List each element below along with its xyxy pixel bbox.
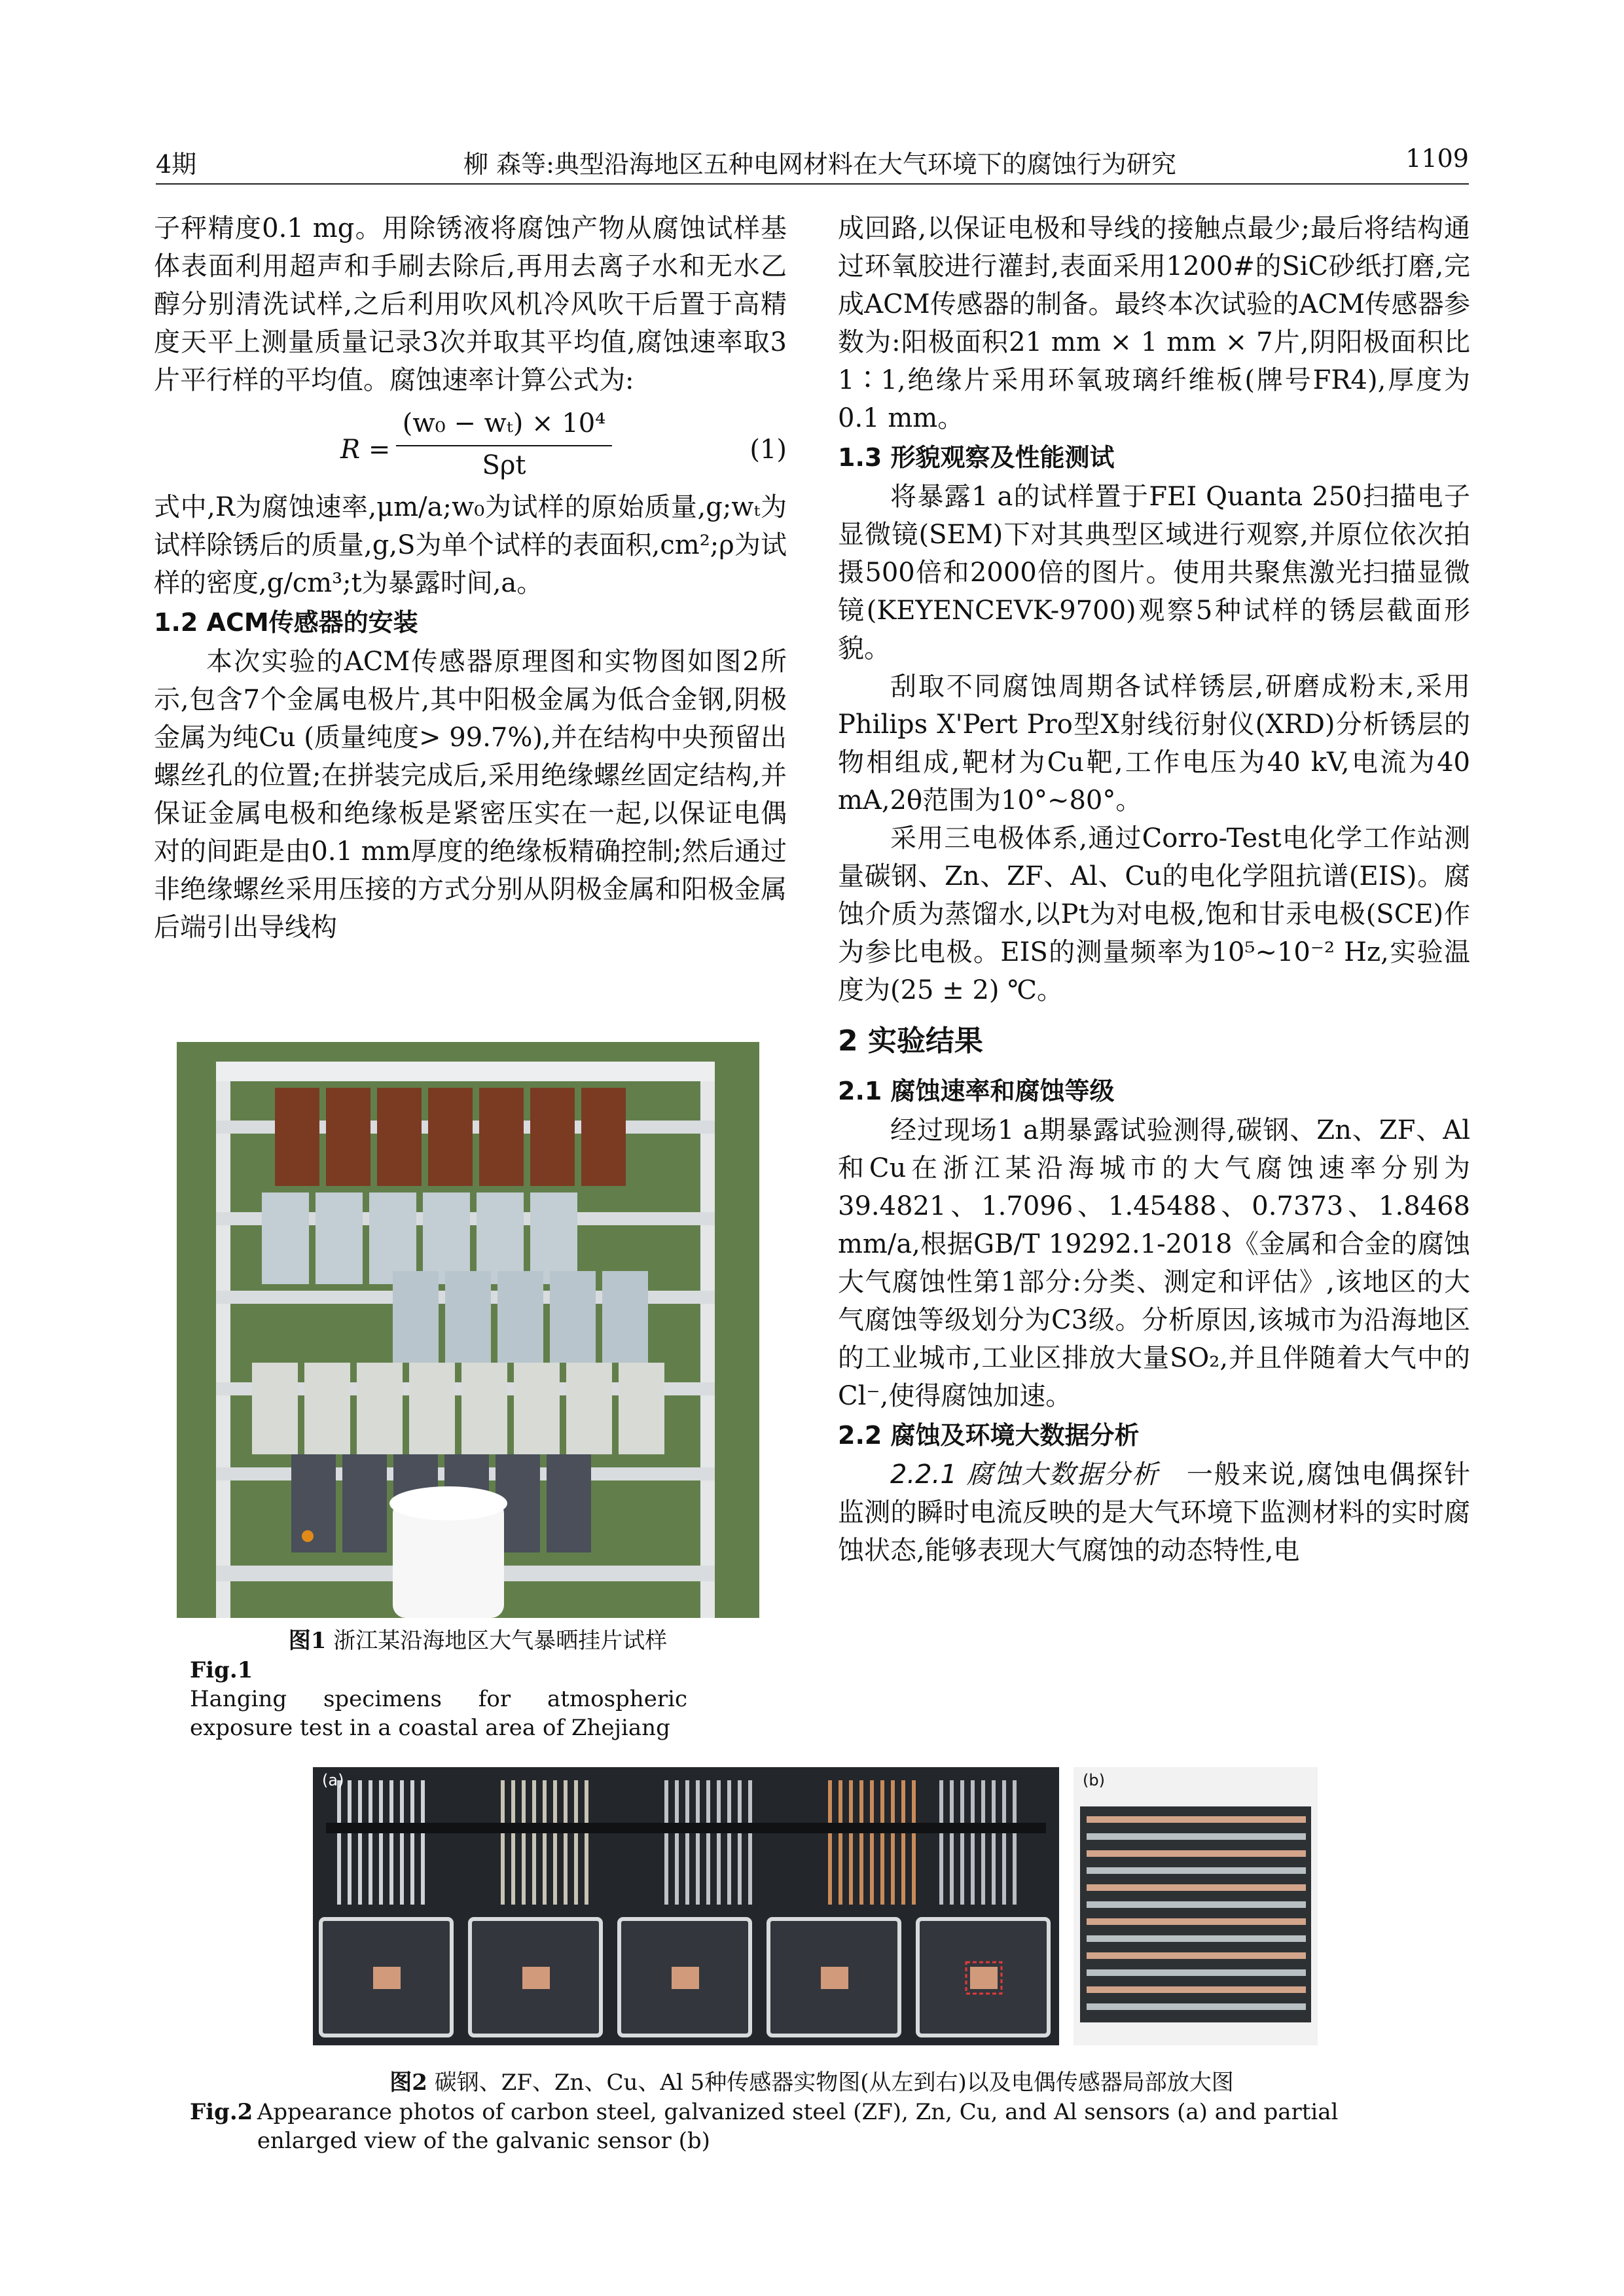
figure-2-caption-cn [281,2068,1342,2097]
running-header [156,139,1469,185]
caption-text: Appearance photos of carbon steel, galvanized steel (ZF), Zn, Cu, and Al sensors (a) and partial enlarged view of the galvanic sensor (b) [257,2099,1339,2154]
section-heading-1-3: 1.3 形貌观察及性能测试 [838,443,1115,472]
paragraph: 采用三电极体系,通过Corro-Test电化学工作站测量碳钢、Zn、ZF、Al、Cu的电化学阻抗谱(EIS)。腐蚀介质为蒸馏水,以Pt为对电极,饱和甘汞电极(SCE)作为参比电极。EIS的测量频率为10⁵~10⁻² Hz,实验温度为(25 ± 2) ℃。 [838,823,1470,1005]
figure-1-photo [177,1042,759,1618]
page-number: 1109 [1405,144,1469,173]
paragraph: 式中,R为腐蚀速率,μm/a;w₀为试样的原始质量,g;wₜ为试样除锈后的质量,g,S为单个试样的表面积,cm²;ρ为试样的密度,g/cm³;t为暴露时间,a。 [154,492,787,598]
section-heading-2: 2 实验结果 [838,1024,983,1058]
figure-1-caption-cn [249,1626,707,1655]
panel-label-b: (b) [1083,1771,1105,1789]
exposure-rack-illustration [177,1042,759,1618]
caption-label: Fig.2 [190,2099,253,2125]
right-column [838,209,1470,1570]
paragraph [838,1456,1470,1570]
caption-text: 浙江某沿海地区大气暴晒挂片试样 [333,1628,668,1654]
equation-fraction [396,404,612,484]
paragraph: 刮取不同腐蚀周期各试样锈层,研磨成粉末,采用Philips X'Pert Pro型X射线衍射仪(XRD)分析锈层的物相组成,靶材为Cu靶,工作电压为40 kV,电流为40 mA,2θ范围为10°~80°。 [838,672,1470,816]
paragraph: 成回路,以保证电极和导线的接触点最少;最后将结构通过环氧胶进行灌封,表面采用1200#的SiC砂纸打磨,完成ACM传感器的制备。最终本次试验的ACM传感器参数为:阳极面积21 mm × 1 mm × 7片,阴阳极面积比1∶1,绝缘片采用环氧玻璃纤维板(牌号FR4),厚度为0.1 mm。 [838,213,1470,433]
figure-2-caption-en [190,2098,1447,2155]
running-title: 柳 森等:典型沿海地区五种电网材料在大气环境下的腐蚀行为研究 [463,150,1176,179]
caption-label: 图2 [389,2070,427,2096]
caption-label: 图1 [288,1628,327,1654]
galvanic-sensor-closeup [1074,1767,1318,2045]
paragraph: 本次实验的ACM传感器原理图和实物图如图2所示,包含7个金属电极片,其中阳极金属为低合金钢,阴极金属为纯Cu (质量纯度> 99.7%),并在结构中央预留出螺丝孔的位置;在拼装完成后,采用绝缘螺丝固定结构,并保证金属电极和绝缘板是紧密压实在一起,以保证电偶对的间距是由0.1 mm厚度的绝缘板精确控制;然后通过非绝缘螺丝采用压接的方式分别从阴极金属和阳极金属后端引出导线构 [154,647,787,942]
equation-lhs: R = [340,435,391,465]
caption-text: 碳钢、ZF、Zn、Cu、Al 5种传感器实物图(从左到右)以及电偶传感器局部放大图 [434,2070,1234,2096]
caption-label: Fig.1 [190,1657,253,1683]
issue-number: 4期 [156,150,197,179]
panel-label-a: (a) [322,1771,344,1789]
left-column [154,209,787,946]
caption-text: Hanging specimens for atmospheric exposure test in a coastal area of Zhejiang [190,1686,687,1741]
section-heading-2-2: 2.2 腐蚀及环境大数据分析 [838,1421,1140,1450]
figure-2a-photo [313,1767,1059,2045]
equation-1 [154,404,787,483]
equation-numerator: (w₀ − wₜ) × 10⁴ [396,404,612,446]
figure-1-caption-en [190,1656,753,1742]
section-heading-1-2: 1.2 ACM传感器的安装 [154,608,418,637]
section-heading-2-1: 2.1 腐蚀速率和腐蚀等级 [838,1077,1115,1105]
paragraph-text: 一般来说,腐蚀电偶探针监测的瞬时电流反映的是大气环境下监测材料的实时腐蚀状态,能够表现大气腐蚀的动态特性,电 [838,1460,1470,1566]
figure-2b-photo [1074,1767,1318,2045]
subsection-label: 2.2.1 腐蚀大数据分析 [890,1460,1159,1490]
paragraph: 经过现场1 a期暴露试验测得,碳钢、Zn、ZF、Al和Cu在浙江某沿海城市的大气腐蚀速率分别为39.4821、1.7096、1.45488、0.7373、1.8468 mm/a,根据GB/T 19292.1-2018《金属和合金的腐蚀大气腐蚀性第1部分:分类、测定和评估》,该地区的大气腐蚀等级划分为C3级。分析原因,该城市为沿海地区的工业城市,工业区排放大量SO₂,并且伴随着大气中的Cl⁻,使得腐蚀加速。 [838,1115,1470,1411]
paragraph: 将暴露1 a的试样置于FEI Quanta 250扫描电子显微镜(SEM)下对其典型区域进行观察,并原位依次拍摄500倍和2000倍的图片。使用共聚焦激光扫描显微镜(KEYENCEVK-9700)观察5种试样的锈层截面形貌。 [838,482,1470,664]
sensor-array-illustration [313,1767,1059,2045]
equation-denominator: Sρt [482,450,526,480]
paragraph: 子秤精度0.1 mg。用除锈液将腐蚀产物从腐蚀试样基体表面利用超声和手刷去除后,再用去离子水和无水乙醇分别清洗试样,之后利用吹风机冷风吹干后置于高精度天平上测量质量记录3次并取其平均值,腐蚀速率取3片平行样的平均值。腐蚀速率计算公式为: [154,213,787,395]
equation-number: (1) [749,435,787,465]
